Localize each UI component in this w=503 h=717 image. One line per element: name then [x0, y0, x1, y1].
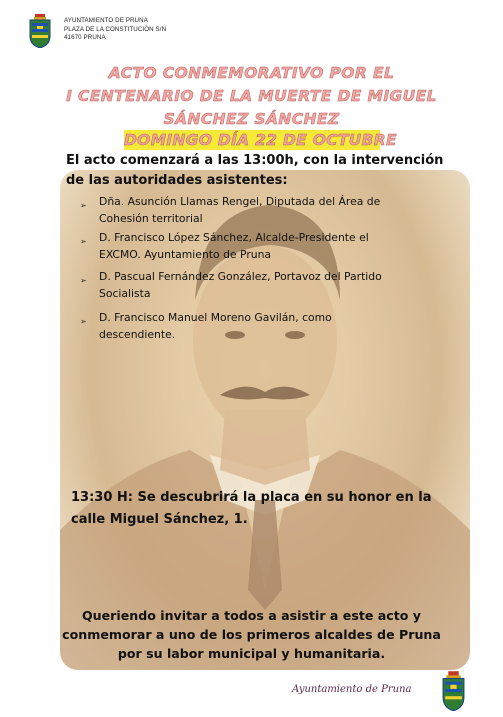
event-date: DOMINGO DÍA 22 DE OCTUBRE [124, 131, 397, 149]
speaker-line-2: Socialista [99, 287, 151, 300]
speaker-line-2: Cohesión territorial [99, 212, 203, 225]
institution-name: AYUNTAMIENTO DE PRUNA [64, 17, 148, 24]
speaker-line-1: D. Francisco Manuel Moreno Gavilán, como [99, 311, 332, 324]
event-title-line-2: I CENTENARIO DE LA MUERTE DE MIGUEL [66, 87, 437, 105]
intro-line-1: El acto comenzará a las 13:00h, con la intervención [66, 153, 444, 168]
coat-of-arms-icon [441, 671, 466, 711]
arrow-bullet-icon: ➢ [80, 317, 87, 326]
closing-line-3: por su labor municipal y humanitaria. [117, 646, 386, 661]
institution-address [64, 17, 166, 43]
speaker-line-1: Dña. Asunción Llamas Rengel, Diputada del Área de [99, 195, 381, 208]
speaker-line-1: D. Pascual Fernández González, Portavoz del Partido [99, 270, 382, 283]
footer-signature: Ayuntamiento de Pruna [292, 684, 412, 695]
event-title-line-1: ACTO CONMEMORATIVO POR EL [108, 64, 395, 82]
address-street: PLAZA DE LA CONSTITUCIÓN S/N [64, 25, 167, 33]
speaker-line-2: EXCMO. Ayuntamiento de Pruna [99, 248, 272, 261]
closing-line-1: Queriendo invitar a todos a asistir a este acto y [81, 608, 422, 623]
closing-line-2: conmemorar a uno de los primeros alcaldes de Pruna [62, 627, 441, 642]
address-postcode: 41670 PRUNA [64, 34, 106, 42]
plaque-announcement-line-1: 13:30 H: Se descubrirá la placa en su honor en la [71, 490, 432, 505]
arrow-bullet-icon: ➢ [80, 237, 87, 246]
arrow-bullet-icon: ➢ [80, 276, 87, 285]
arrow-bullet-icon: ➢ [80, 201, 87, 210]
speaker-line-2: descendiente. [99, 328, 176, 341]
intro-line-2: de las autoridades asistentes: [66, 173, 288, 188]
plaque-announcement-line-2: calle Miguel Sánchez, 1. [71, 512, 248, 527]
event-title-line-3: SÁNCHEZ SÁNCHEZ [163, 110, 340, 128]
speaker-line-1: D. Francisco López Sánchez, Alcalde-Presidente el [99, 231, 369, 244]
coat-of-arms-icon [28, 14, 52, 48]
